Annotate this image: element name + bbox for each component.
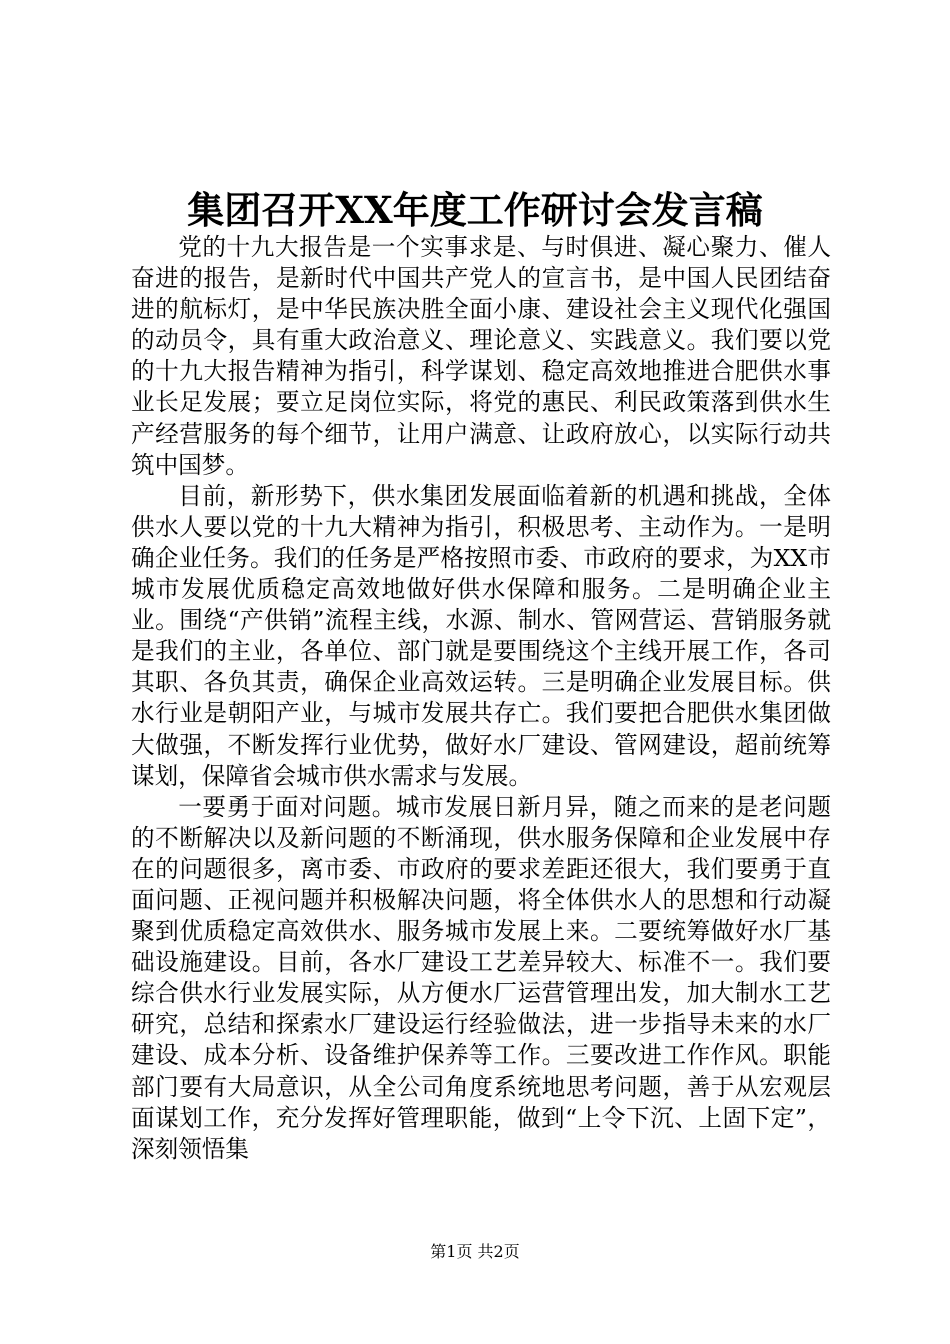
document-title: 集团召开XX年度工作研讨会发言稿 <box>187 188 763 232</box>
page-number-footer: 第1页 共2页 <box>430 1242 520 1261</box>
paragraph-2: 目前，新形势下，供水集团发展面临着新的机遇和挑战，全体供水人要以党的十九大精神为指引，积极思考、主动作为。一是明确企业任务。我们的任务是严格按照市委、市政府的要求，为XX市城市发展优质稳定高效地做好供水保障和服务。二是明确企业主业。围绕“产供销”流程主线，水源、制水、管网营运、营销服务就是我们的主业，各单位、部门就是要围绕这个主线开展工作，各司其职、各负其责，确保企业高效运转。三是明确企业发展目标。供水行业是朝阳产业，与城市发展共存亡。我们要把合肥供水集团做大做强，不断发挥行业优势，做好水厂建设、管网建设，超前统筹谋划，保障省会城市供水需求与发展。 <box>131 481 831 790</box>
paragraph-1: 党的十九大报告是一个实事求是、与时俱进、凝心聚力、催人奋进的报告，是新时代中国共产党人的宣言书，是中国人民团结奋进的航标灯，是中华民族决胜全面小康、建设社会主义现代化强国的动员令，具有重大政治意义、理论意义、实践意义。我们要以党的十九大报告精神为指引，科学谋划、稳定高效地推进合肥供水事业长足发展；要立足岗位实际，将党的惠民、利民政策落到供水生产经营服务的每个细节，让用户满意、让政府放心，以实际行动共筑中国梦。 <box>131 233 831 479</box>
paragraph-3: 一要勇于面对问题。城市发展日新月异，随之而来的是老问题的不断解决以及新问题的不断涌现，供水服务保障和企业发展中存在的问题很多，离市委、市政府的要求差距还很大，我们要勇于直面问题、正视问题并积极解决问题，将全体供水人的思想和行动凝聚到优质稳定高效供水、服务城市发展上来。二要统筹做好水厂基础设施建设。目前，各水厂建设工艺差异较大、标准不一。我们要综合供水行业发展实际，从方便水厂运营管理出发，加大制水工艺研究，总结和探索水厂建设运行经验做法，进一步指导未来的水厂建设、成本分析、设备维护保养等工作。三要改进工作作风。职能部门要有大局意识，从全公司角度系统地思考问题，善于从宏观层面谋划工作，充分发挥好管理职能，做到“上令下沉、上固下定”，深刻领悟集 <box>131 792 831 1163</box>
document-body <box>131 232 831 1165</box>
